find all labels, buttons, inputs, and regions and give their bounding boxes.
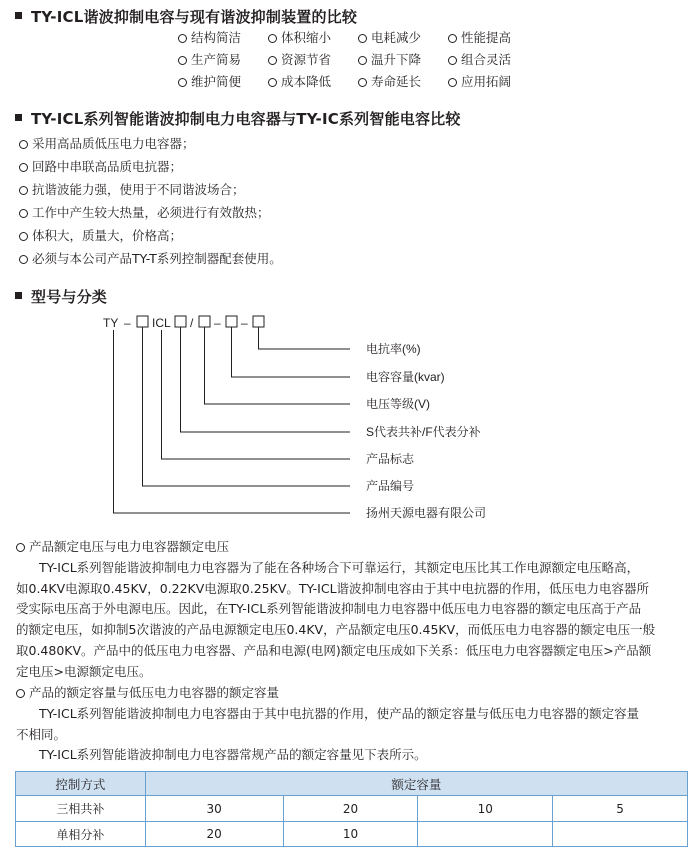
table-cell: 10 <box>283 822 418 847</box>
grid-item: 成本降低 <box>268 73 358 91</box>
model-icl: ICL <box>152 316 171 330</box>
label-voltage-level: 电压等级(V) <box>366 397 430 411</box>
table-row <box>16 796 688 822</box>
grid-item: 维护简便 <box>178 73 268 91</box>
label-compensation-type: S代表共补/F代表分补 <box>366 425 481 439</box>
table-cell: 5 <box>553 796 688 822</box>
model-box-product-number <box>137 316 148 327</box>
model-box-compensation <box>175 316 186 327</box>
grid-item: 性能提高 <box>448 29 538 47</box>
paragraph-line: TY-ICL系列智能谐波抑制电力电容器为了能在各种场合下可靠运行，其额定电压比其工作电源额定电压略高， <box>39 559 640 575</box>
paragraph-line: 的额定电压，如抑制5次谐波的产品电源额定电压0.4KV，产品额定电压0.45KV，而低压电力电容器的额定电压一般 <box>16 622 656 638</box>
model-dash: – <box>241 316 248 330</box>
paragraph-line: TY-ICL系列智能谐波抑制电力电容器由于其中电抗器的作用，使产品的额定容量与低压电力电容器的额定容量 <box>39 705 640 721</box>
rated-voltage-section <box>16 537 655 683</box>
model-dash: – <box>214 316 221 330</box>
table-row-label: 单相分补 <box>16 822 146 847</box>
list-item: 体积大，质量大，价格高； <box>19 226 282 249</box>
table-cell: 20 <box>283 796 418 822</box>
paragraph-line: 不相同。 <box>16 726 67 742</box>
model-dash: – <box>124 316 131 330</box>
rated-capacity-heading: 产品的额定容量与低压电力电容器的额定容量 <box>16 683 639 704</box>
rated-capacity-section <box>16 683 639 766</box>
model-slash: / <box>190 316 194 330</box>
grid-item: 结构简洁 <box>178 29 268 47</box>
grid-item: 应用拓阔 <box>448 73 538 91</box>
leader-lines <box>114 327 351 513</box>
model-box-capacity <box>226 316 237 327</box>
paragraph-line: 定电压>电源额定电压。 <box>16 663 152 679</box>
grid-item: 电耗减少 <box>358 29 448 47</box>
section1-title: TY-ICL谐波抑制电容与现有谐波抑制装置的比较 <box>31 8 358 26</box>
table-cell <box>418 822 553 847</box>
table-row-label: 三相共补 <box>16 796 146 822</box>
paragraph-line: TY-ICL系列智能谐波抑制电力电容器常规产品的额定容量见下表所示。 <box>39 747 427 763</box>
table-cell: 10 <box>418 796 553 822</box>
list-item: 回路中串联高品质电抗器； <box>19 157 282 180</box>
grid-item: 温升下降 <box>358 51 448 69</box>
label-product-number: 产品编号 <box>366 479 415 493</box>
paragraph-line: 受实际电压高于外电源电压。因此，在TY-ICL系列智能谐波抑制电力电容器中低压电力电容器的额定电压高于产品 <box>16 601 642 617</box>
table-cell <box>553 822 688 847</box>
table-header-row <box>16 772 688 796</box>
list-item: 采用高品质低压电力电容器； <box>19 134 282 157</box>
circle-bullet-icon <box>16 689 25 698</box>
circle-bullet-icon <box>16 543 25 552</box>
grid-item: 体积缩小 <box>268 29 358 47</box>
model-prefix-ty: TY <box>103 316 119 330</box>
section2-title: TY-ICL系列智能谐波抑制电力电容器与TY-IC系列智能电容比较 <box>31 110 461 128</box>
paragraph-line: 取0.480KV。产品中的低压电力电容器、产品和电源(电网)额定电压成如下关系：低压电力电容器额定电压>产品额 <box>16 642 652 658</box>
table-header-cell: 控制方式 <box>16 772 146 796</box>
label-product-mark: 产品标志 <box>366 452 415 466</box>
table-cell: 20 <box>145 822 283 847</box>
grid-item: 寿命延长 <box>358 73 448 91</box>
label-reactance-rate: 电抗率(%) <box>366 342 421 356</box>
model-box-reactance <box>253 316 264 327</box>
list-item: 工作中产生较大热量，必须进行有效散热； <box>19 203 282 226</box>
section3-title: 型号与分类 <box>31 288 108 306</box>
grid-item: 资源节省 <box>268 51 358 69</box>
rated-voltage-heading: 产品额定电压与电力电容器额定电压 <box>16 537 655 558</box>
model-box-voltage <box>199 316 210 327</box>
grid-item: 组合灵活 <box>448 51 538 69</box>
table-cell: 30 <box>145 796 283 822</box>
table-row <box>16 822 688 847</box>
list-item: 抗谐波能力强，使用于不同谐波场合； <box>19 180 282 203</box>
grid-item: 生产简易 <box>178 51 268 69</box>
list-item: 必须与本公司产品TY-T系列控制器配套使用。 <box>19 249 282 272</box>
label-company: 扬州天源电器有限公司 <box>366 506 487 520</box>
rated-capacity-table <box>15 771 688 847</box>
table-header-cell: 额定容量 <box>145 772 687 796</box>
label-capacitor-capacity: 电容容量(kvar) <box>366 370 445 384</box>
paragraph-line: 如0.4KV电源取0.45KV，0.22KV电源取0.25KV。TY-ICL谐波抑制电容由于其中电抗器的作用，低压电力电容器所 <box>16 580 650 596</box>
